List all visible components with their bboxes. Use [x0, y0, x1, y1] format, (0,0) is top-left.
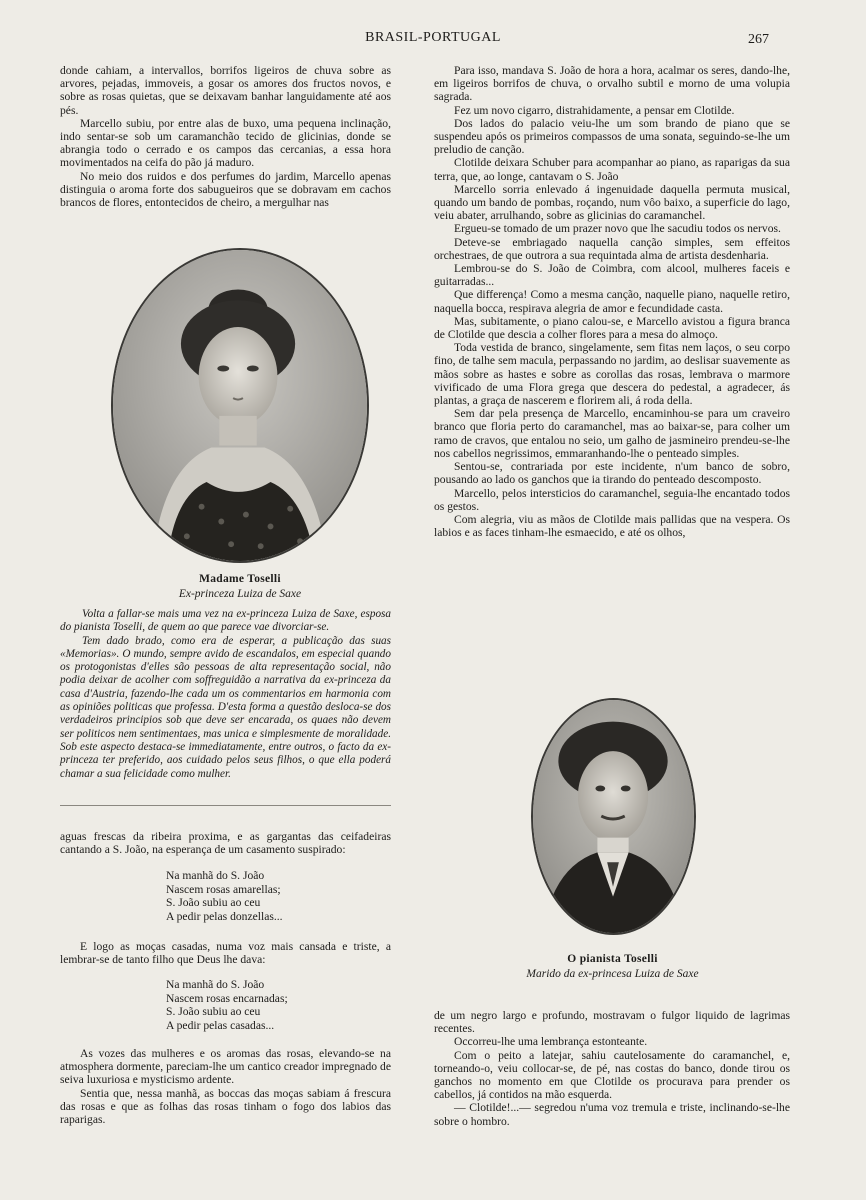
- paragraph: aguas frescas da ribeira proxima, e as gargantas das ceifadeiras cantando a S. João, na esperança de um casamento suspirado:: [60, 830, 391, 857]
- verse-1: [166, 869, 283, 923]
- paragraph: Marcello subiu, por entre alas de buxo, uma pequena inclinação, indo sentar-se sob um caramanchão tecido de glicinias, donde se abrangia todo o cerrado e os campos das cercanias, a essa hora movimentados na ceifa do pão já maduro.: [60, 116, 391, 170]
- section-divider: [60, 805, 391, 806]
- paragraph: — Clotilde!...— segredou n'uma voz tremula e triste, inclinando-se-lhe sobre o hombro.: [434, 1101, 790, 1128]
- verse-2: [166, 978, 288, 1032]
- paragraph: donde cahiam, a intervallos, borrifos ligeiros de chuva sobre as arvores, pejadas, immoveis, a gosar os amores dos fructos novos, e sobre as rosas quietas, que se deixavam banhar languidamente até aos pés.: [60, 64, 391, 117]
- paragraph: No meio dos ruidos e dos perfumes do jardim, Marcello apenas distinguia o aroma forte dos sabugueiros que se dobravam em cachos brancos de flores, entontecidos de cheiro, a mergulhar nas: [60, 169, 391, 210]
- paragraph: Dos lados do palacio veiu-lhe um som brando de piano que se suspendeu após os primeiros compassos de uma sonata, seguindo-se-lhe um preludio de canção.: [434, 116, 790, 157]
- verse-line: Nascem rosas amarellas;: [166, 882, 281, 896]
- verse-line: A pedir pelas donzellas...: [166, 909, 283, 923]
- portrait-pianista-toselli: [531, 698, 696, 935]
- paragraph: As vozes das mulheres e os aromas das rosas, elevando-se na atmosphera dormente, pareciam-lhe um cantico creador impregnado de seiva luxuriosa e mysticismo ardente.: [60, 1047, 391, 1087]
- verse-line: Nascem rosas encarnadas;: [166, 991, 288, 1005]
- verse-line: A pedir pelas casadas...: [166, 1018, 275, 1032]
- paragraph: Marcello sorria enlevado á ingenuidade daquella permuta musical, quando um bando de pombas, roçando, num vôo baixo, a superficie do lago, veiu abater, arrulhando, sobre as glicinias do caramanchel.: [434, 182, 790, 223]
- paragraph: Que differença! Como a mesma canção, naquelle piano, naquelle retiro, naquella bocca, respirava alegria de amor e fecundidade casta.: [434, 288, 790, 315]
- right-column-bottom-text: [434, 1009, 790, 1128]
- paragraph: Sentia que, nessa manhã, as boccas das moças sabiam á frescura das rosas e que as folhas das rosas tinham o fogo dos labios das raparigas.: [60, 1086, 391, 1127]
- commentary-paragraph: Tem dado brado, como era de esperar, a publicação das suas «Memorias». O mundo, sempre avido de escandalos, em especial quando os protogonistas d'elles são pessoas de alta representação social, não podia deixar de acolher com soffreguidão a narrativa da ex-princeza da casa d'Austria, fazendo-lhe cada um os commentarios em harmonia com as opiniões politicas que professa. D'esta forma a questão desloca-se dos verdadeiros principios sob que deve ser encarada, os quaes não devem ser politicos nem sentimentaes, mas unica e simplesmente de moralidade. Sob este aspecto destaca-se immediatamente, entre outros, o facto da ex-princeza ter preferido, aos cuidado pelos seus filhos, o que ella poderá chamar a sua felicidade como mulher.: [60, 634, 391, 780]
- paragraph: de um negro largo e profundo, mostravam o fulgor liquido de lagrimas recentes.: [434, 1009, 790, 1036]
- portrait-2-caption-subtitle: Marido da ex-princesa Luiza de Saxe: [526, 968, 699, 980]
- paragraph: Fez um novo cigarro, distrahidamente, a pensar em Clotilde.: [454, 103, 735, 117]
- portrait-2-caption-name: O pianista Toselli: [567, 953, 658, 965]
- page-header-title: BRASIL-PORTUGAL: [365, 30, 501, 45]
- commentary-block: [60, 608, 391, 781]
- right-column-top-text: [434, 64, 790, 539]
- page-number: 267: [748, 32, 769, 47]
- paragraph: Sentou-se, contrariada por este incidente, n'um banco de sobro, pousando ao lado os ganchos que ia tirando do penteado descomposto.: [434, 460, 790, 487]
- paragraph: Com o peito a latejar, sahiu cautelosamente do caramanchel, e, torneando-o, veiu collocar-se, de pé, nas costas do banco, donde tirou os ganchos no momento em que Clotilde os procurava para prender os cabellos, já contidos na mão esquerda.: [434, 1048, 790, 1102]
- paragraph: Clotilde deixara Schuber para acompanhar ao piano, as raparigas da sua terra, que, ao longe, cantavam o S. João: [434, 156, 790, 183]
- left-bottom-closing: [60, 1047, 391, 1126]
- paragraph: Sem dar pela presença de Marcello, encaminhou-se para um craveiro branco que floria perto do caramanchel, mas ao baixar-se, para colher um ramo de cravos, que entalou no seio, um galho de jasmineiro prendeu-se-lhe nos cabellos negrissimos, emmaranhando-lhe o penteado simples.: [434, 407, 790, 460]
- paragraph: Para isso, mandava S. João de hora a hora, acalmar os seres, dando-lhe, em ligeiros borrifos de chuva, o orvalho subtil e morno de uma volupia sagrada.: [434, 64, 790, 104]
- paragraph: E logo as moças casadas, numa voz mais cansada e triste, a lembrar-se de tanto filho que Deus lhe dava:: [60, 940, 391, 967]
- paragraph: Marcello, pelos intersticios do caramanchel, seguia-lhe encantado todos os gestos.: [434, 486, 790, 513]
- verse-line: S. João subiu ao ceu: [166, 896, 261, 910]
- paragraph: Com alegria, viu as mãos de Clotilde mais pallidas que na vespera. Os labios e as faces tinham-lhe esmaecido, e até os olhos,: [434, 512, 790, 540]
- portrait-1-caption-name: Madame Toselli: [199, 573, 281, 585]
- portrait-1-caption-subtitle: Ex-princeza Luiza de Saxe: [178, 588, 302, 600]
- portrait-madame-toselli: [111, 248, 369, 563]
- left-bottom-middle: [60, 940, 391, 966]
- woman-portrait-image: [113, 250, 367, 561]
- paragraph: Lembrou-se do S. João de Coimbra, com alcool, mulheres faceis e guitarradas...: [434, 262, 790, 289]
- verse-line: S. João subiu ao ceu: [166, 1005, 261, 1019]
- verse-line: Na manhã do S. João: [166, 978, 265, 991]
- commentary-paragraph: Volta a fallar-se mais uma vez na ex-princeza Luiza de Saxe, esposa do pianista Toselli, de quem ao que parece vae divorciar-se.: [60, 608, 391, 634]
- paragraph: Ergueu-se tomado de um prazer novo que lhe sacudiu todos os nervos.: [454, 222, 781, 236]
- paragraph: Occorreu-lhe uma lembrança estonteante.: [454, 1035, 648, 1049]
- paragraph: Toda vestida de branco, singelamente, sem fitas nem laços, o seu corpo fino, de talhe sem macula, perpassando no jardim, ao deslisar suavemente as mãos sobre as hastes e sobre as corollas das rosas, lembrava o marmore vivificado de uma Flora grega que descera do pedestal, a agradecer, ás plantas, a graça de nascerem e florirem ali, á roda della.: [434, 341, 790, 408]
- man-portrait-image: [533, 700, 694, 933]
- left-bottom-intro: [60, 830, 391, 856]
- paragraph: Mas, subitamente, o piano calou-se, e Marcello avistou a figura branca de Clotilde que descia a colher flores para a mesa do almoço.: [434, 314, 790, 342]
- verse-line: Na manhã do S. João: [166, 869, 265, 882]
- left-column-top-text: [60, 64, 391, 209]
- paragraph: Deteve-se embriagado naquella canção simples, sem effeitos orchestraes, de que outrora a sua requintada alma de artista desdenharia.: [434, 235, 790, 262]
